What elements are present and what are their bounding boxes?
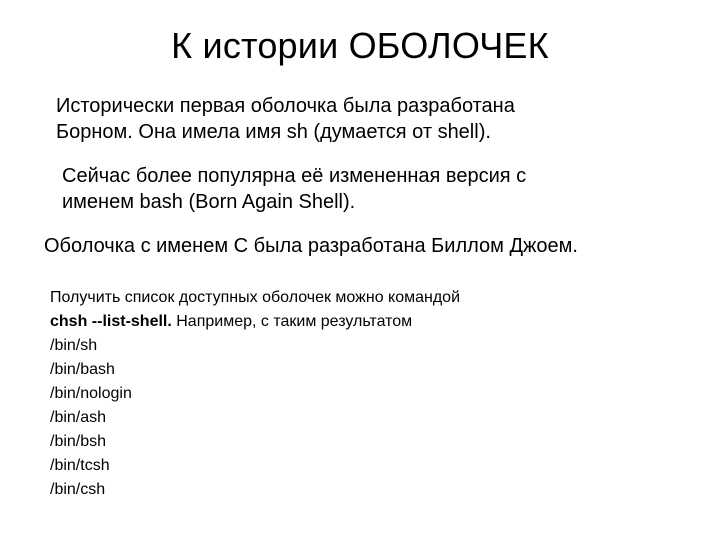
paragraph-history: [56, 93, 515, 145]
paragraph-bash-line-2: именем bash (Born Again Shell).: [62, 191, 356, 213]
paragraph-history-line-2: Борном. Она имела имя sh (думается от shell).: [56, 121, 491, 143]
command-trailing-text: Например, с таким результатом: [171, 313, 413, 330]
paragraph-bash-line-1: Сейчас более популярна её измененная версия с: [62, 165, 527, 187]
paragraph-csh-line-1: Оболочка с именем С была разработана Биллом Джоем.: [44, 235, 578, 257]
slide-title: К истории ОБОЛОЧЕК: [171, 25, 549, 66]
paragraph-bash: [62, 163, 526, 215]
shell-path-item: /bin/tcsh: [50, 457, 110, 474]
shell-list-intro: Получить список доступных оболочек можно командой: [50, 289, 461, 306]
shell-path-item: /bin/nologin: [50, 385, 132, 402]
shell-path-item: /bin/sh: [50, 337, 98, 354]
shell-list-block: [50, 286, 460, 502]
paragraph-csh: [44, 233, 578, 259]
paragraph-history-line-1: Исторически первая оболочка была разработана: [56, 95, 515, 117]
shell-path-item: /bin/bash: [50, 361, 115, 378]
command-line: [50, 310, 460, 334]
shell-path-item: /bin/bsh: [50, 433, 107, 450]
command-text: chsh --list-shell.: [50, 313, 172, 330]
shell-path-item: /bin/ash: [50, 409, 107, 426]
shell-path-item: /bin/csh: [50, 481, 106, 498]
